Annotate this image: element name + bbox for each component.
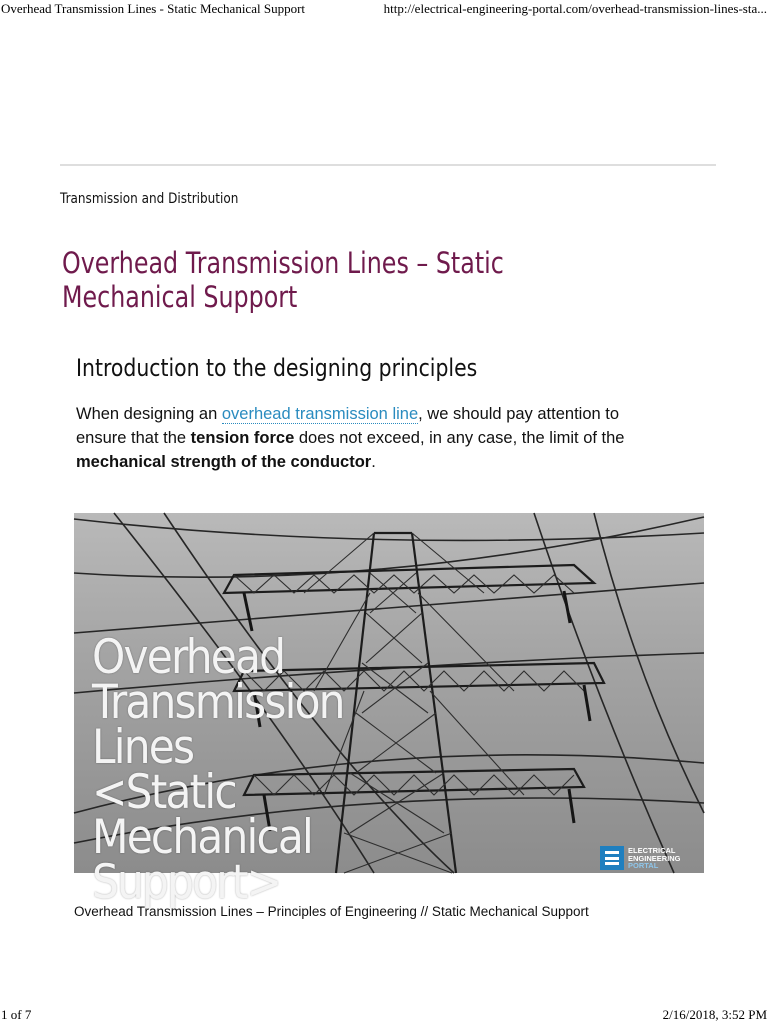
print-header-url: http://electrical-engineering-portal.com/overhead-transmission-lines-sta...	[383, 1, 767, 16]
paragraph-line-1	[76, 402, 716, 426]
hero-overlay-text	[92, 630, 344, 910]
image-caption: Overhead Transmission Lines – Principles of Engineering // Static Mechanical Support	[74, 904, 589, 919]
paragraph-line-3	[76, 450, 716, 474]
category-label[interactable]: Transmission and Distribution	[60, 191, 239, 207]
divider	[60, 164, 716, 166]
hero-text-line: Support>	[92, 855, 281, 910]
paragraph-line-2	[76, 426, 716, 450]
print-header	[0, 1, 768, 17]
print-datetime: 2/16/2018, 3:52 PM	[662, 1007, 767, 1022]
hero-text-line: <Static	[92, 765, 236, 820]
article-title	[62, 246, 587, 314]
hero-text-line: Overhead	[92, 630, 285, 685]
hero-image	[74, 513, 704, 910]
paragraph-text: .	[371, 453, 376, 471]
paragraph-text: does not exceed, in any case, the limit of the	[294, 429, 625, 447]
print-footer	[0, 1007, 768, 1023]
logo-text-line: ELECTRICAL	[628, 846, 676, 855]
mechanical-strength-bold: mechanical strength of the conductor	[76, 453, 372, 471]
tension-force-bold: tension force	[190, 429, 295, 447]
paragraph-text: When designing an	[76, 405, 222, 423]
article-title-line-1: Overhead Transmission Lines – Static	[62, 246, 504, 280]
logo-text-line: ENGINEERING	[628, 853, 681, 863]
article-title-line-2: Mechanical Support	[62, 280, 298, 314]
paragraph-text: , we should pay attention to	[418, 405, 620, 423]
paragraph-text: ensure that the	[76, 429, 191, 447]
eep-logo	[600, 846, 700, 870]
overhead-line-link[interactable]: overhead transmission line	[221, 405, 419, 423]
logo-text-line: PORTAL	[628, 861, 659, 870]
page-number: 1 of 7	[1, 1007, 32, 1022]
hero-text-line: Transmission	[92, 675, 344, 730]
hero-text-line: Mechanical	[92, 810, 313, 865]
eep-logo-icon	[600, 846, 624, 870]
section-heading: Introduction to the designing principles	[76, 354, 478, 382]
intro-paragraph	[76, 402, 716, 474]
hero-text-line: Lines	[92, 720, 194, 775]
eep-logo-text	[628, 847, 681, 870]
print-header-title: Overhead Transmission Lines - Static Mechanical Support	[1, 1, 306, 16]
